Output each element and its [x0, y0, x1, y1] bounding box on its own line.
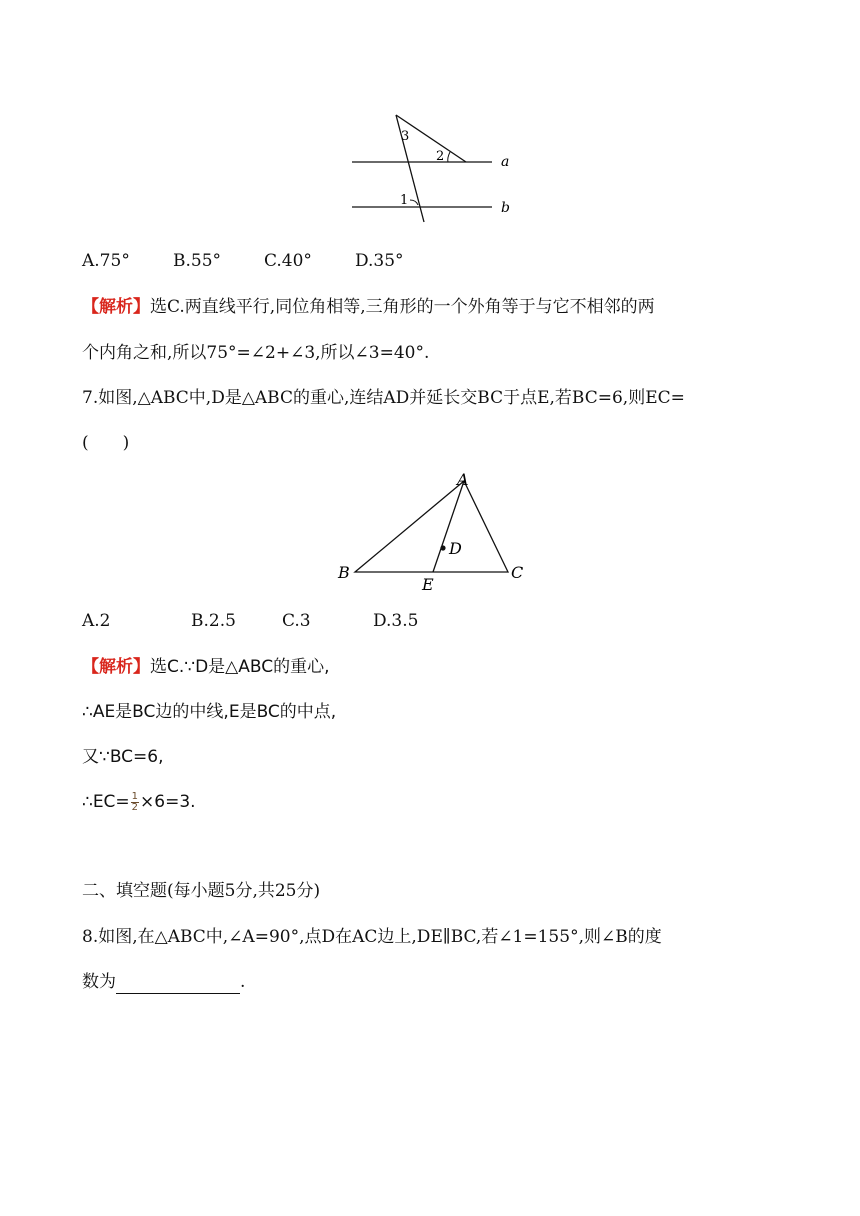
q7-stem-line-1: 7.如图,△ABC中,D是△ABC的重心,连结AD并延长交BC于点E,若BC=6,则EC=: [82, 388, 685, 408]
q7-analysis-prefix: ∴EC=: [82, 792, 130, 812]
q8-stem-suffix: .: [240, 972, 246, 992]
fraction-one-half: [131, 792, 139, 813]
vertex-a-label: A: [457, 470, 469, 489]
q7-analysis-text-1: 选C.∵D是△ABC的重心,: [150, 657, 330, 677]
triangle-abc: [355, 481, 508, 572]
q7-stem-line-2: ( ): [82, 433, 130, 453]
q8-answer-blank[interactable]: [116, 975, 240, 994]
fraction-denominator: 2: [131, 801, 139, 813]
q6-option-b: B.55°: [173, 251, 222, 271]
q6-analysis-line-2: 个内角之和,所以75°=∠2+∠3,所以∠3=40°.: [82, 343, 430, 363]
point-e-label: E: [422, 575, 434, 594]
q7-analysis-line-1: [82, 655, 330, 679]
q6-options: [82, 249, 404, 273]
q7-analysis-line-2: ∴AE是BC边的中线,E是BC的中点,: [82, 702, 337, 722]
q7-option-b: B.2.5: [191, 611, 236, 631]
q7-analysis-line-4: [82, 790, 196, 814]
section-2-heading: 二、填空题(每小题5分,共25分): [82, 881, 321, 901]
line-b-label: b: [501, 200, 510, 216]
q6-option-d: D.35°: [355, 251, 404, 271]
q8-stem-prefix: 数为: [82, 972, 116, 992]
q6-analysis-line-1: [82, 295, 655, 319]
point-d-label: D: [449, 539, 462, 558]
fraction-numerator: 1: [131, 790, 139, 802]
centroid-d-point: [440, 545, 445, 550]
q7-analysis-line-3: 又∵BC=6,: [82, 747, 164, 767]
q6-analysis-text-1: 选C.两直线平行,同位角相等,三角形的一个外角等于与它不相邻的两: [150, 297, 655, 317]
q7-options: [82, 609, 418, 633]
q7-option-c: C.3: [282, 611, 311, 631]
analysis-tag: 【解析】: [82, 297, 150, 317]
angle-1-label: 1: [400, 193, 409, 208]
angle-1-arc: [410, 200, 418, 205]
q8-stem-line-1: 8.如图,在△ABC中,∠A=90°,点D在AC边上,DE∥BC,若∠1=155°,则∠B的度: [82, 927, 662, 947]
angle-2-arc: [448, 152, 450, 162]
vertex-b-label: B: [338, 563, 350, 582]
q7-option-a: A.2: [82, 611, 111, 631]
analysis-tag: 【解析】: [82, 657, 150, 677]
q6-option-c: C.40°: [264, 251, 312, 271]
q7-option-d: D.3.5: [373, 611, 419, 631]
line-a-label: a: [501, 154, 510, 170]
q6-option-a: A.75°: [82, 251, 130, 271]
q8-stem-line-2: [82, 970, 245, 994]
q7-analysis-suffix: ×6=3.: [140, 792, 196, 812]
angle-3-label: 3: [401, 129, 410, 144]
vertex-c-label: C: [511, 563, 524, 582]
q6-parallel-lines-figure: [340, 108, 530, 228]
angle-2-label: 2: [436, 149, 445, 164]
q7-triangle-figure: [330, 466, 540, 596]
